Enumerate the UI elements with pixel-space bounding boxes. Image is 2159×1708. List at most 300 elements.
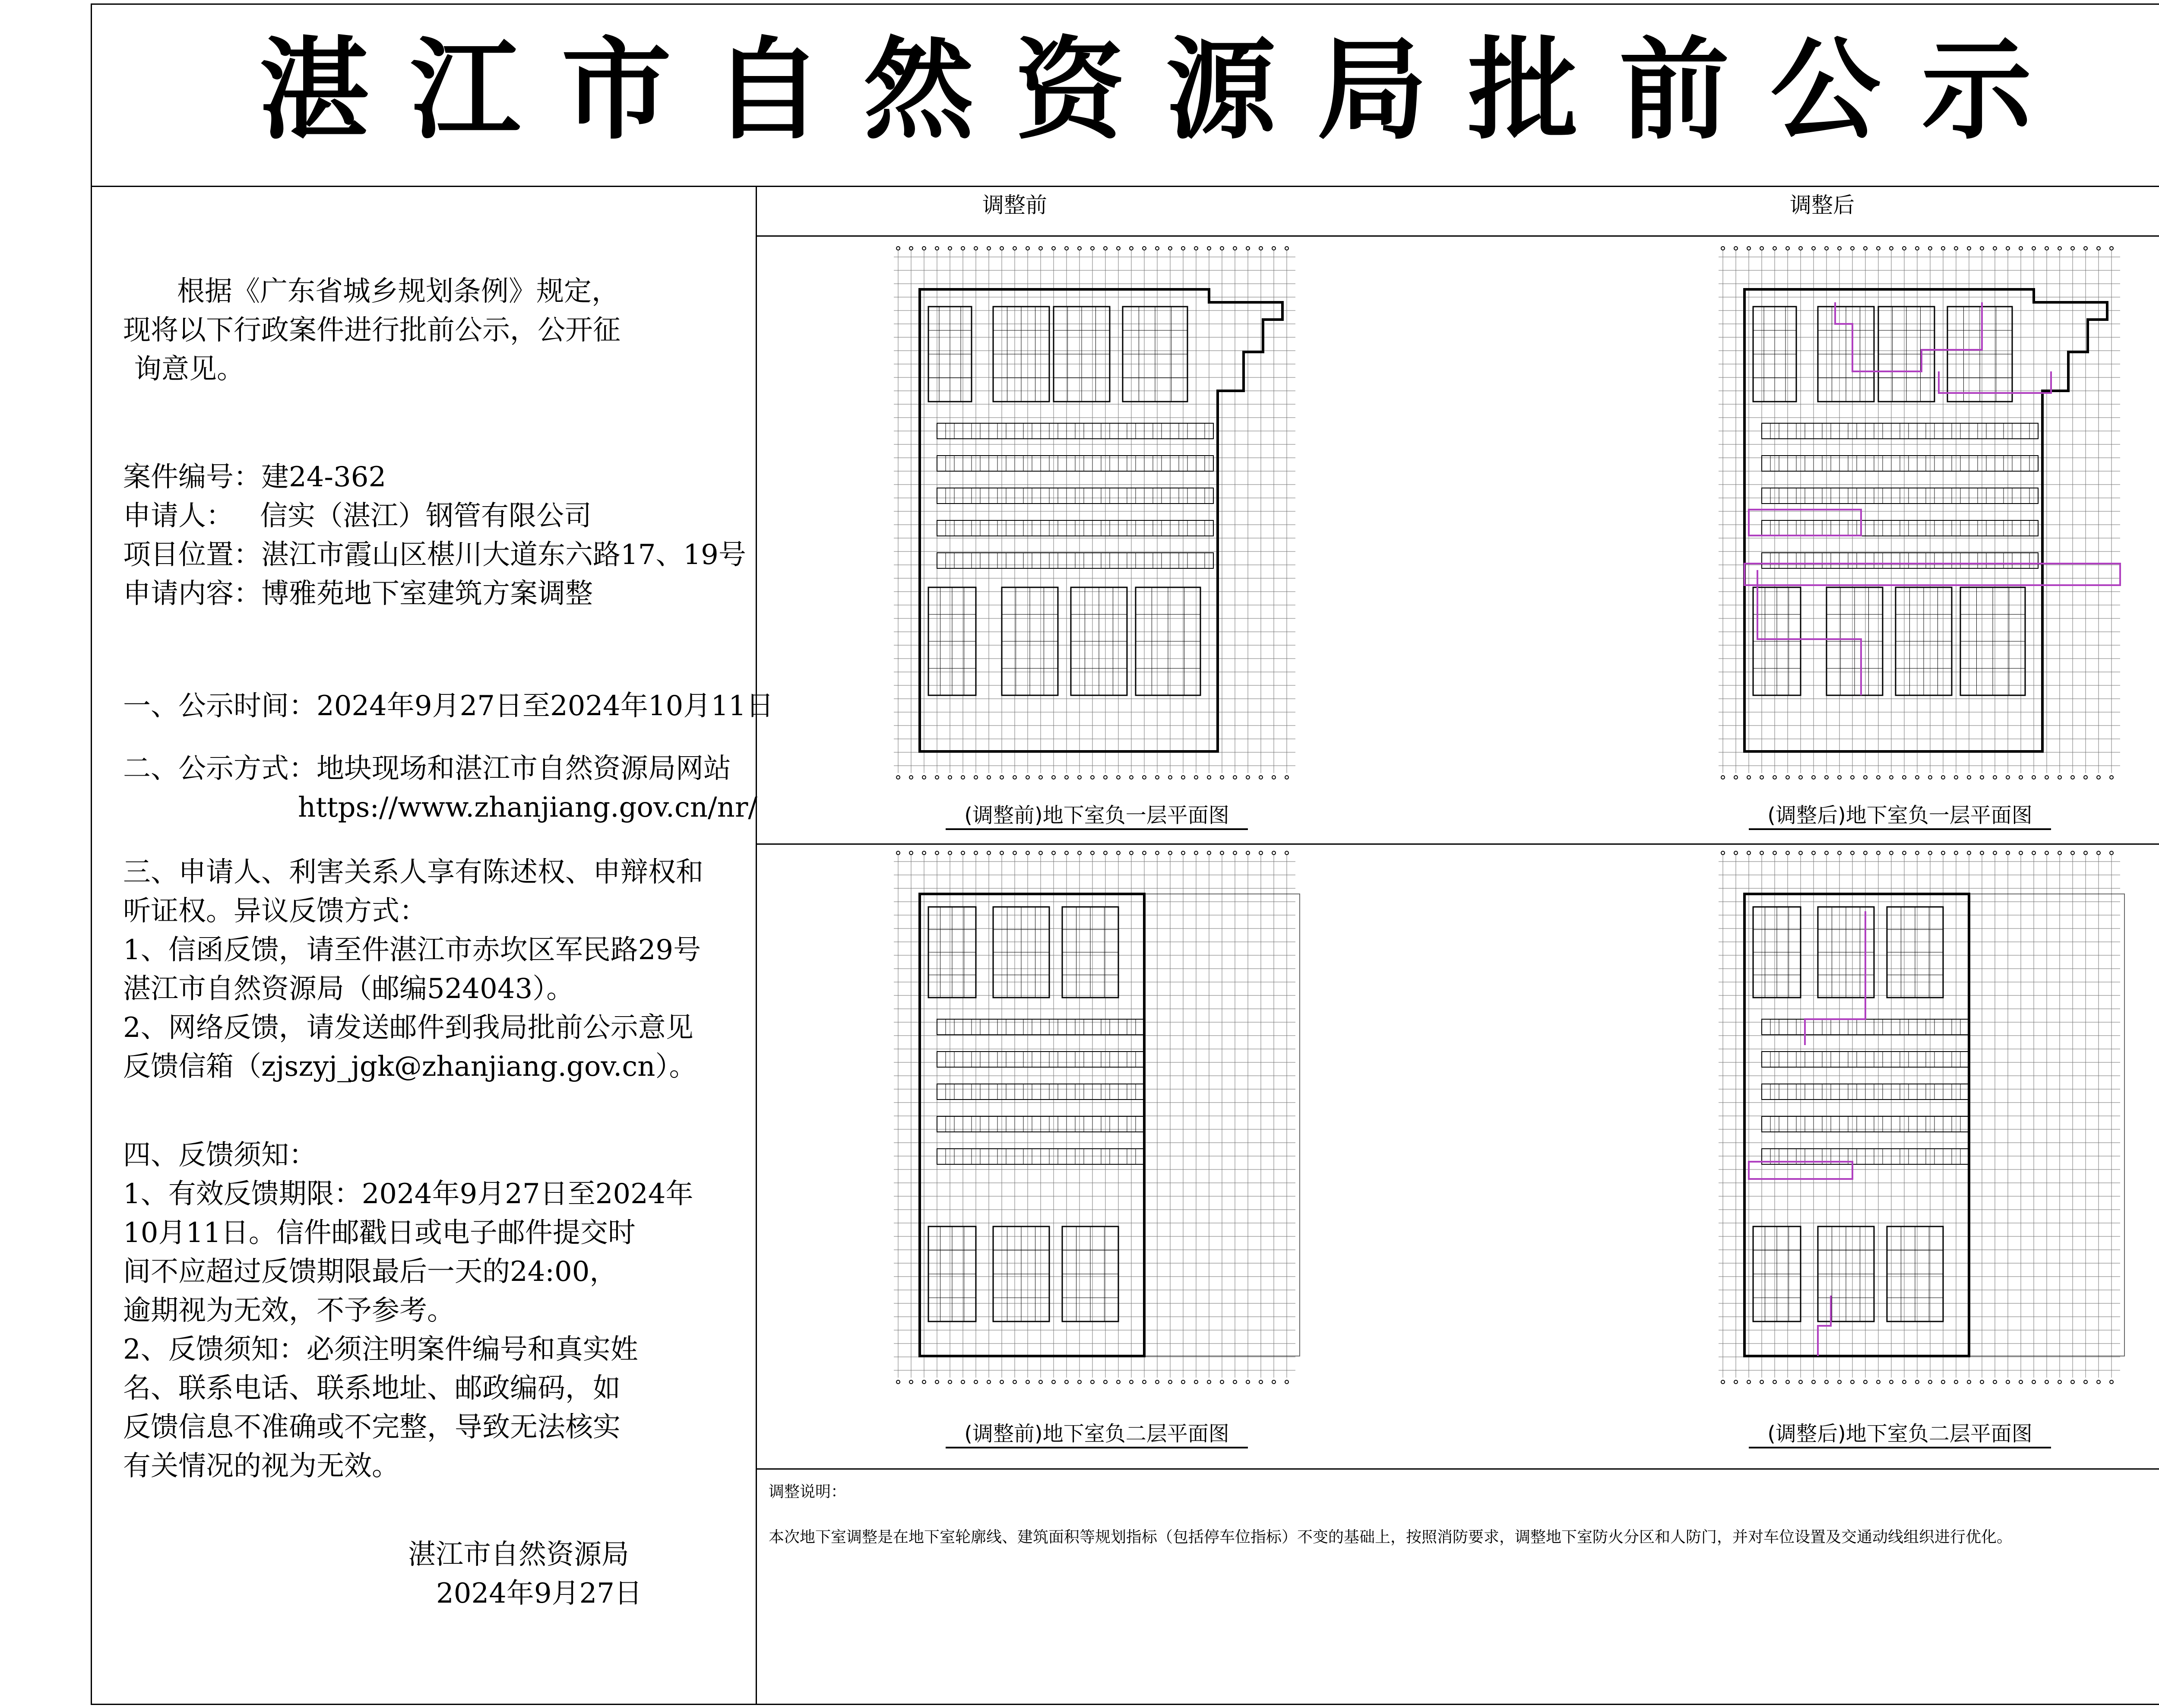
axis-bubble bbox=[1194, 1380, 1198, 1384]
axis-bubble bbox=[1039, 776, 1042, 779]
axis-bubble bbox=[961, 776, 965, 779]
axis-bubble bbox=[1915, 247, 1919, 250]
building-cores bbox=[928, 307, 1200, 695]
plan-linework bbox=[1719, 247, 2120, 779]
axis-bubble bbox=[1091, 1380, 1094, 1384]
axis-bubble bbox=[1078, 851, 1081, 855]
notice-line-3: 10月11日。信件邮戳日或电子邮件提交时 bbox=[123, 1217, 636, 1249]
axis-bubble bbox=[1117, 776, 1120, 779]
axis-bubble bbox=[896, 776, 900, 779]
axis-bubble bbox=[1259, 851, 1263, 855]
axis-bubble bbox=[2071, 851, 2074, 855]
b1-before-floor-plan bbox=[881, 242, 1313, 799]
axis-bubble bbox=[1747, 247, 1751, 250]
axis-bubble bbox=[1980, 247, 1984, 250]
axis-bubble bbox=[1915, 851, 1919, 855]
notice-line-7: 名、联系电话、联系地址、邮政编码，如 bbox=[123, 1372, 620, 1404]
axis-bubble bbox=[1026, 247, 1029, 250]
axis-bubble bbox=[987, 1380, 991, 1384]
publicity-method: 二、公示方式：地块现场和湛江市自然资源局网站 bbox=[123, 753, 731, 785]
axis-bubble bbox=[935, 776, 939, 779]
axis-bubble bbox=[1246, 1380, 1250, 1384]
axis-bubble bbox=[1272, 851, 1276, 855]
axis-bubble bbox=[1130, 247, 1133, 250]
axis-bubble bbox=[935, 1380, 939, 1384]
plan-linework bbox=[1719, 851, 2124, 1384]
axis-bubble bbox=[2110, 851, 2113, 855]
axis-bubble bbox=[1941, 247, 1945, 250]
axis-bubble bbox=[1181, 776, 1185, 779]
fire-zone-line bbox=[1818, 1296, 1831, 1356]
axis-bubble bbox=[1052, 1380, 1055, 1384]
axis-bubble bbox=[1130, 851, 1133, 855]
axis-bubble bbox=[1259, 1380, 1263, 1384]
axis-bubble bbox=[1207, 851, 1211, 855]
axis-bubble bbox=[1915, 776, 1919, 779]
axis-bubble bbox=[2019, 1380, 2023, 1384]
axis-bubble bbox=[1013, 851, 1016, 855]
axis-bubble bbox=[1812, 1380, 1815, 1384]
axis-bubble bbox=[1890, 247, 1893, 250]
axis-bubble bbox=[2058, 851, 2061, 855]
axis-bubble bbox=[1285, 851, 1288, 855]
notice-line-5: 逾期视为无效，不予参考。 bbox=[123, 1295, 455, 1327]
axis-bubble bbox=[1993, 851, 1997, 855]
adjustment-highlight bbox=[1749, 911, 1865, 1356]
axis-bubble bbox=[1721, 247, 1725, 250]
axis-bubble bbox=[2019, 776, 2023, 779]
axis-bubble bbox=[961, 247, 965, 250]
axis-bubble bbox=[1130, 1380, 1133, 1384]
axis-bubble bbox=[1168, 1380, 1172, 1384]
axis-bubble bbox=[1786, 851, 1789, 855]
axis-bubble bbox=[1039, 851, 1042, 855]
intro-line-2: 现将以下行政案件进行批前公示，公开征 bbox=[123, 314, 620, 346]
notice-line-2: 1、有效反馈期限：2024年9月27日至2024年 bbox=[123, 1178, 693, 1210]
axis-bubble bbox=[1065, 776, 1068, 779]
axis-bubble bbox=[1155, 851, 1159, 855]
notes-divider bbox=[756, 1468, 2159, 1470]
axis-bubble bbox=[1877, 776, 1880, 779]
axis-bubble bbox=[1825, 247, 1828, 250]
axis-bubble bbox=[1954, 1380, 1958, 1384]
axis-bubble bbox=[1993, 247, 1997, 250]
axis-bubble bbox=[948, 851, 952, 855]
axis-bubble bbox=[2045, 1380, 2048, 1384]
axis-bubble bbox=[2071, 247, 2074, 250]
axis-bubble bbox=[1155, 776, 1159, 779]
axis-bubble bbox=[1052, 247, 1055, 250]
axis-bubble bbox=[1890, 851, 1893, 855]
axis-bubble bbox=[1825, 776, 1828, 779]
axis-bubble bbox=[974, 776, 978, 779]
axis-bubble bbox=[1851, 1380, 1854, 1384]
axis-bubble bbox=[1233, 247, 1237, 250]
caption-b2-after: (调整后)地下室负二层平面图 bbox=[1749, 1421, 2051, 1448]
axis-bubble bbox=[1721, 776, 1725, 779]
axis-bubble bbox=[935, 247, 939, 250]
axis-bubble bbox=[1181, 247, 1185, 250]
title-divider bbox=[91, 186, 2159, 187]
axis-bubble bbox=[2045, 776, 2048, 779]
axis-bubble bbox=[1233, 851, 1237, 855]
axis-bubble bbox=[909, 1380, 913, 1384]
axis-bubble bbox=[974, 1380, 978, 1384]
parking-rows bbox=[937, 423, 1213, 568]
axis-bubble bbox=[1246, 851, 1250, 855]
axis-bubble bbox=[896, 851, 900, 855]
axis-bubble bbox=[1721, 851, 1725, 855]
axis-bubble bbox=[2097, 247, 2100, 250]
rights-line-1: 三、申请人、利害关系人享有陈述权、申辩权和 bbox=[123, 856, 703, 888]
axis-bubble bbox=[1980, 851, 1984, 855]
axis-bubble bbox=[1143, 776, 1146, 779]
axis-bubble bbox=[1091, 247, 1094, 250]
axis-bubble bbox=[1903, 1380, 1906, 1384]
axis-bubble bbox=[1259, 247, 1263, 250]
axis-bubble bbox=[1220, 851, 1224, 855]
axis-bubble bbox=[1903, 247, 1906, 250]
axis-bubble bbox=[1799, 776, 1802, 779]
axis-bubble bbox=[922, 1380, 926, 1384]
axis-bubble bbox=[1799, 247, 1802, 250]
axis-bubble bbox=[1233, 1380, 1237, 1384]
axis-bubble bbox=[1168, 247, 1172, 250]
axis-bubble bbox=[2097, 776, 2100, 779]
axis-bubble bbox=[1928, 1380, 1932, 1384]
axis-bubble bbox=[2032, 1380, 2036, 1384]
axis-bubble bbox=[987, 851, 991, 855]
axis-bubble bbox=[1155, 1380, 1159, 1384]
building-cores bbox=[1753, 307, 2025, 695]
axis-bubble bbox=[1967, 776, 1971, 779]
building-cores bbox=[928, 907, 1118, 1321]
axis-bubble bbox=[2084, 247, 2087, 250]
axis-bubble bbox=[2084, 851, 2087, 855]
rights-line-2: 听证权。异议反馈方式： bbox=[123, 895, 427, 927]
axis-bubble bbox=[1967, 1380, 1971, 1384]
axis-bubble bbox=[2032, 247, 2036, 250]
axis-bubble bbox=[1903, 776, 1906, 779]
axis-bubble bbox=[987, 247, 991, 250]
axis-bubble bbox=[1246, 247, 1250, 250]
axis-bubble bbox=[1039, 247, 1042, 250]
axis-bubble bbox=[1104, 1380, 1107, 1384]
axis-bubble bbox=[1000, 247, 1004, 250]
axis-bubble bbox=[1760, 776, 1763, 779]
axis-bubble bbox=[1065, 247, 1068, 250]
axis-bubble bbox=[2110, 776, 2113, 779]
axis-bubble bbox=[1039, 1380, 1042, 1384]
case-applicant: 申请人： 信实（湛江）钢管有限公司 bbox=[123, 500, 592, 532]
axis-bubble bbox=[1760, 247, 1763, 250]
axis-bubble bbox=[1903, 851, 1906, 855]
axis-bubble bbox=[2006, 247, 2010, 250]
b2-before-floor-plan bbox=[881, 846, 1313, 1404]
axis-bubble bbox=[922, 247, 926, 250]
axis-bubble bbox=[1091, 851, 1094, 855]
axis-bubble bbox=[1890, 776, 1893, 779]
axis-bubble bbox=[1838, 247, 1841, 250]
axis-bubble bbox=[2058, 247, 2061, 250]
publicity-time: 一、公示时间：2024年9月27日至2024年10月11日 bbox=[123, 690, 774, 722]
plan-linework bbox=[894, 851, 1300, 1384]
rights-line-3: 1、信函反馈，请至件湛江市赤坎区军民路29号 bbox=[123, 934, 701, 966]
axis-bubble bbox=[2006, 776, 2010, 779]
axis-bubble bbox=[1773, 247, 1776, 250]
axis-bubble bbox=[2110, 1380, 2113, 1384]
axis-bubble bbox=[1194, 851, 1198, 855]
axis-bubble bbox=[1207, 1380, 1211, 1384]
axis-bubble bbox=[2019, 851, 2023, 855]
axis-bubble bbox=[2058, 776, 2061, 779]
axis-bubble bbox=[1786, 1380, 1789, 1384]
axis-bubble bbox=[1207, 776, 1211, 779]
axis-bubble bbox=[1773, 851, 1776, 855]
axis-bubble bbox=[2084, 776, 2087, 779]
caption-b1-before: (调整前)地下室负一层平面图 bbox=[946, 802, 1248, 830]
axis-bubble bbox=[2006, 851, 2010, 855]
axis-bubble bbox=[1993, 1380, 1997, 1384]
axis-bubble bbox=[1967, 851, 1971, 855]
notes-body: 本次地下室调整是在地下室轮廓线、建筑面积等规划指标（包括停车位指标）不变的基础上，按照消防要求，调整地下室防火分区和人防门，并对车位设置及交通动线组织进行优化。 bbox=[769, 1528, 2013, 1546]
axis-bubble bbox=[1967, 247, 1971, 250]
axis-bubble bbox=[1993, 776, 1997, 779]
axis-bubble bbox=[1207, 247, 1211, 250]
axis-bubble bbox=[2032, 776, 2036, 779]
axis-bubble bbox=[1052, 776, 1055, 779]
axis-bubble bbox=[1812, 851, 1815, 855]
axis-bubble bbox=[1721, 1380, 1725, 1384]
axis-bubble bbox=[1954, 247, 1958, 250]
axis-bubble bbox=[1013, 247, 1016, 250]
axis-bubble bbox=[1851, 247, 1854, 250]
axis-bubble bbox=[1838, 776, 1841, 779]
column-head-before: 调整前 bbox=[982, 193, 1047, 218]
axis-bubble bbox=[909, 851, 913, 855]
axis-bubble bbox=[1760, 851, 1763, 855]
axis-bubble bbox=[1143, 851, 1146, 855]
axis-bubble bbox=[1825, 851, 1828, 855]
axis-bubble bbox=[1026, 851, 1029, 855]
axis-bubble bbox=[1117, 851, 1120, 855]
axis-bubble bbox=[1877, 851, 1880, 855]
rights-line-5: 2、网络反馈，请发送邮件到我局批前公示意见 bbox=[123, 1012, 693, 1044]
axis-bubble bbox=[1812, 247, 1815, 250]
axis-bubble bbox=[1078, 1380, 1081, 1384]
axis-bubble bbox=[1890, 1380, 1893, 1384]
axis-bubble bbox=[1104, 851, 1107, 855]
axis-bubble bbox=[1220, 247, 1224, 250]
axis-bubble bbox=[1825, 1380, 1828, 1384]
plan-linework bbox=[894, 247, 1295, 779]
axis-bubble bbox=[1143, 1380, 1146, 1384]
intro-line-1: 根据《广东省城乡规划条例》规定， bbox=[177, 276, 619, 307]
axis-bubble bbox=[1181, 851, 1185, 855]
axis-bubble bbox=[1220, 776, 1224, 779]
axis-bubble bbox=[935, 851, 939, 855]
axis-bubble bbox=[1117, 247, 1120, 250]
caption-b1-after: (调整后)地下室负一层平面图 bbox=[1749, 802, 2051, 830]
axis-bubble bbox=[1194, 776, 1198, 779]
b2-after-floor-plan bbox=[1706, 846, 2137, 1404]
column-head-divider bbox=[756, 235, 2159, 237]
axis-bubble bbox=[2032, 851, 2036, 855]
axis-bubble bbox=[1000, 851, 1004, 855]
axis-bubble bbox=[1272, 1380, 1276, 1384]
axis-bubble bbox=[1285, 776, 1288, 779]
notes-heading: 调整说明： bbox=[769, 1483, 847, 1501]
axis-bubble bbox=[896, 247, 900, 250]
axis-bubble bbox=[1980, 776, 1984, 779]
axis-bubble bbox=[1246, 776, 1250, 779]
signature-date: 2024年9月27日 bbox=[436, 1578, 643, 1610]
axis-bubble bbox=[1000, 776, 1004, 779]
fire-zone-line bbox=[1835, 302, 1982, 371]
case-location: 项目位置：湛江市霞山区椹川大道东六路17、19号 bbox=[123, 539, 746, 571]
axis-bubble bbox=[1734, 1380, 1738, 1384]
axis-bubble bbox=[1078, 776, 1081, 779]
axis-bubble bbox=[1941, 776, 1945, 779]
axis-bubble bbox=[1864, 776, 1867, 779]
axis-bubble bbox=[1285, 247, 1288, 250]
axis-bubble bbox=[1117, 1380, 1120, 1384]
axis-bubble bbox=[2019, 247, 2023, 250]
axis-bubble bbox=[1000, 1380, 1004, 1384]
axis-bubble bbox=[1155, 247, 1159, 250]
case-content: 申请内容：博雅苑地下室建筑方案调整 bbox=[123, 578, 593, 610]
intro-line-3: 询意见。 bbox=[134, 353, 244, 385]
axis-bubble bbox=[1812, 776, 1815, 779]
axis-bubble bbox=[1928, 776, 1932, 779]
axis-bubble bbox=[1734, 776, 1738, 779]
column-head-after: 调整后 bbox=[1790, 193, 1855, 218]
axis-bubble bbox=[1980, 1380, 1984, 1384]
axis-bubble bbox=[987, 776, 991, 779]
axis-bubble bbox=[1130, 776, 1133, 779]
fire-zone-line bbox=[1805, 911, 1865, 1045]
axis-bubble bbox=[974, 247, 978, 250]
axis-bubble bbox=[1065, 851, 1068, 855]
axis-bubble bbox=[909, 247, 913, 250]
signature-org: 湛江市自然资源局 bbox=[408, 1539, 629, 1571]
axis-bubble bbox=[948, 776, 952, 779]
axis-bubble bbox=[2110, 247, 2113, 250]
axis-bubble bbox=[1065, 1380, 1068, 1384]
axis-bubble bbox=[1941, 1380, 1945, 1384]
axis-bubble bbox=[2084, 1380, 2087, 1384]
axis-bubble bbox=[1864, 851, 1867, 855]
axis-bubble bbox=[1168, 851, 1172, 855]
axis-bubble bbox=[1928, 247, 1932, 250]
axis-bubble bbox=[1851, 851, 1854, 855]
axis-bubble bbox=[1272, 247, 1276, 250]
axis-bubble bbox=[1013, 1380, 1016, 1384]
caption-b2-before: (调整前)地下室负二层平面图 bbox=[946, 1421, 1248, 1448]
axis-bubble bbox=[1954, 851, 1958, 855]
notice-line-6: 2、反馈须知：必须注明案件编号和真实姓 bbox=[123, 1334, 638, 1366]
axis-bubble bbox=[2097, 851, 2100, 855]
axis-bubble bbox=[1078, 247, 1081, 250]
axis-bubble bbox=[2058, 1380, 2061, 1384]
axis-bubble bbox=[1773, 776, 1776, 779]
axis-bubble bbox=[1773, 1380, 1776, 1384]
axis-bubble bbox=[974, 851, 978, 855]
axis-bubble bbox=[1799, 851, 1802, 855]
axis-bubble bbox=[1168, 776, 1172, 779]
axis-bubble bbox=[1747, 851, 1751, 855]
axis-bubble bbox=[1181, 1380, 1185, 1384]
axis-bubble bbox=[1799, 1380, 1802, 1384]
axis-bubble bbox=[1851, 776, 1854, 779]
rights-line-4: 湛江市自然资源局（邮编524043）。 bbox=[123, 973, 574, 1005]
axis-bubble bbox=[922, 776, 926, 779]
axis-bubble bbox=[1838, 851, 1841, 855]
axis-bubble bbox=[1734, 851, 1738, 855]
axis-bubble bbox=[1143, 247, 1146, 250]
axis-bubble bbox=[1786, 776, 1789, 779]
parking-rows bbox=[1762, 423, 2038, 568]
axis-bubble bbox=[1734, 247, 1738, 250]
notice-line-8: 反馈信息不准确或不完整，导致无法核实 bbox=[123, 1411, 620, 1443]
axis-bubble bbox=[1877, 247, 1880, 250]
axis-bubble bbox=[2097, 1380, 2100, 1384]
axis-bubble bbox=[948, 247, 952, 250]
axis-bubble bbox=[1091, 776, 1094, 779]
axis-bubble bbox=[896, 1380, 900, 1384]
column-divider bbox=[756, 186, 757, 1705]
axis-bubble bbox=[948, 1380, 952, 1384]
axis-bubble bbox=[1877, 1380, 1880, 1384]
page-title: 湛江市自然资源局批前公示 bbox=[259, 26, 2073, 155]
axis-bubble bbox=[1220, 1380, 1224, 1384]
axis-bubble bbox=[2045, 851, 2048, 855]
axis-bubble bbox=[1864, 247, 1867, 250]
axis-bubble bbox=[909, 776, 913, 779]
axis-bubble bbox=[1052, 851, 1055, 855]
axis-bubble bbox=[1941, 851, 1945, 855]
axis-bubble bbox=[1013, 776, 1016, 779]
axis-bubble bbox=[922, 851, 926, 855]
axis-bubble bbox=[1954, 776, 1958, 779]
axis-bubble bbox=[1786, 247, 1789, 250]
axis-bubble bbox=[2071, 776, 2074, 779]
axis-bubble bbox=[1104, 776, 1107, 779]
case-number: 案件编号：建24-362 bbox=[123, 461, 386, 493]
axis-bubble bbox=[2071, 1380, 2074, 1384]
axis-bubble bbox=[1838, 1380, 1841, 1384]
axis-bubble bbox=[1026, 1380, 1029, 1384]
axis-bubble bbox=[1864, 1380, 1867, 1384]
axis-bubble bbox=[1104, 247, 1107, 250]
building-cores bbox=[1753, 907, 1943, 1321]
axis-bubble bbox=[1915, 1380, 1919, 1384]
axis-bubble bbox=[1747, 776, 1751, 779]
row-divider bbox=[756, 843, 2159, 845]
axis-bubble bbox=[1194, 247, 1198, 250]
axis-bubble bbox=[961, 851, 965, 855]
axis-bubble bbox=[1026, 776, 1029, 779]
axis-bubble bbox=[1285, 1380, 1288, 1384]
axis-bubble bbox=[1233, 776, 1237, 779]
axis-bubble bbox=[961, 1380, 965, 1384]
website-link[interactable]: https://www.zhanjiang.gov.cn/nr/ bbox=[298, 792, 757, 824]
axis-bubble bbox=[1760, 1380, 1763, 1384]
feedback-email[interactable]: 反馈信箱（zjszyj_jgk@zhanjiang.gov.cn）。 bbox=[123, 1051, 697, 1083]
axis-bubble bbox=[1259, 776, 1263, 779]
axis-bubble bbox=[2006, 1380, 2010, 1384]
notice-line-1: 四、反馈须知： bbox=[123, 1139, 317, 1171]
